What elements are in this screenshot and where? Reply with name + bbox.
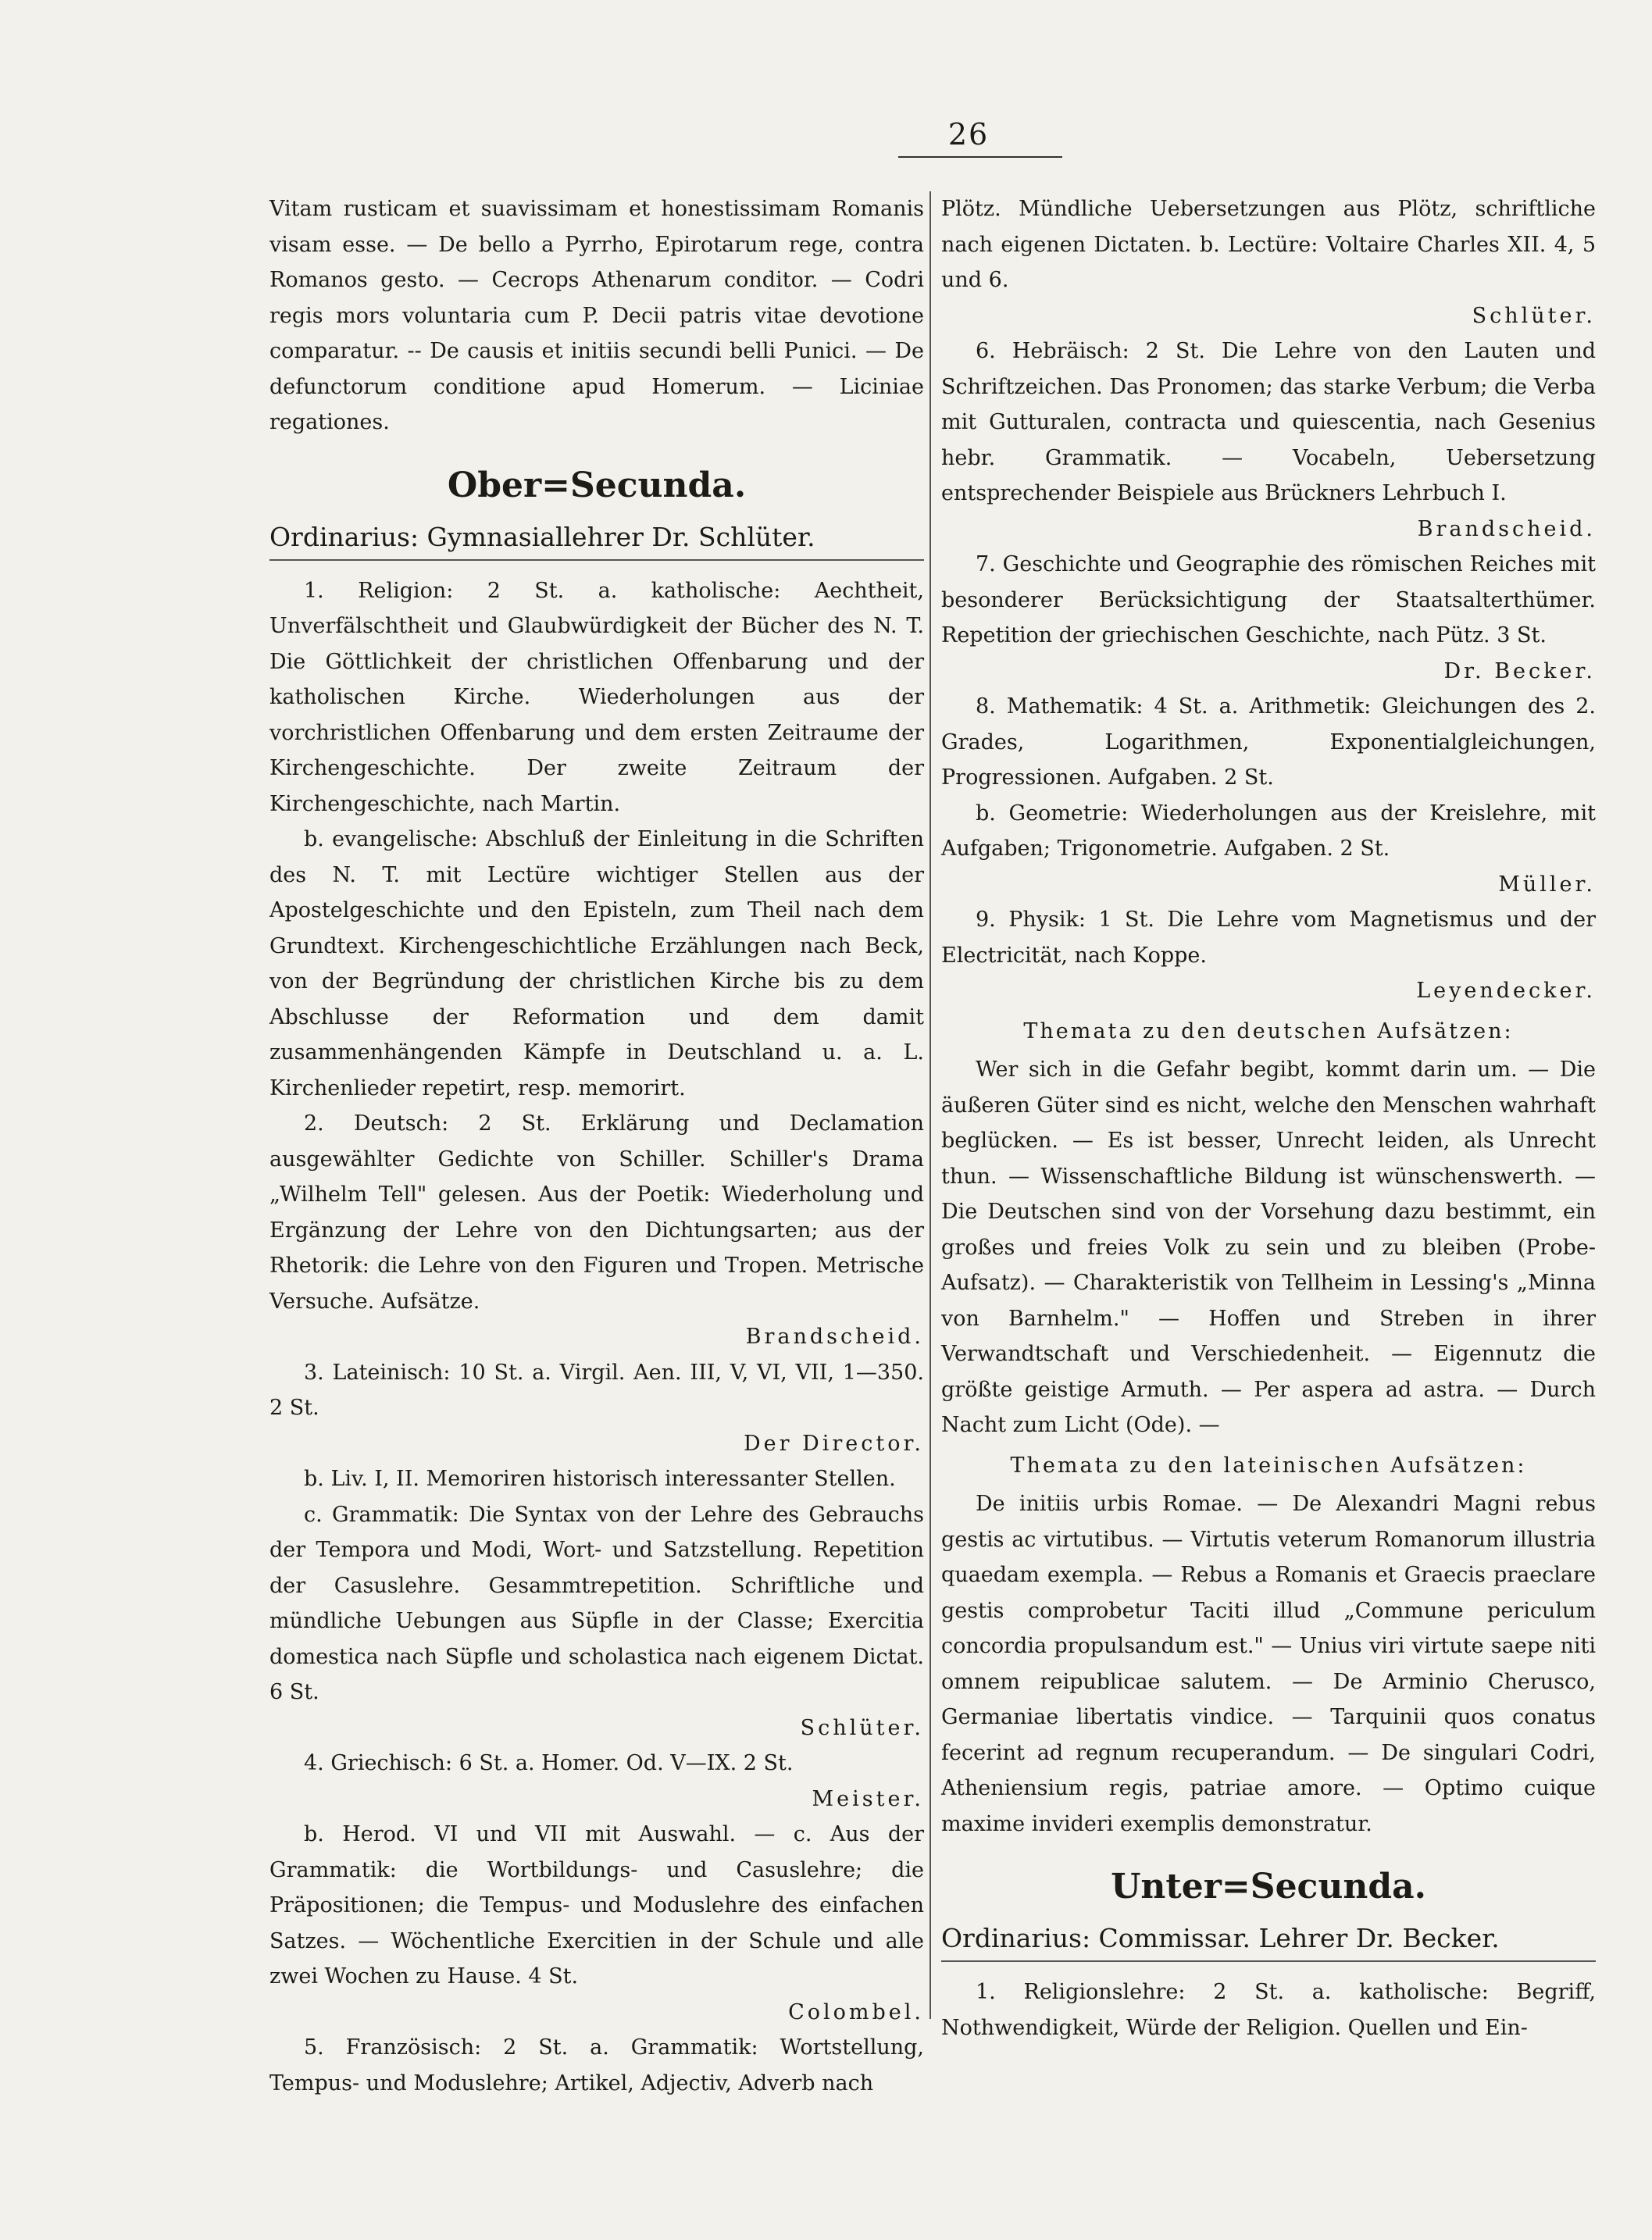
ordinarius-line-2: Ordinarius: Commissar. Lehrer Dr. Becker. (941, 1920, 1596, 1962)
signature-schlueter-2: Schlüter. (1472, 303, 1596, 328)
right-column (941, 191, 1596, 2046)
paragraph-religion-evangelisch: b. evangelische: Abschluß der Einleitung in die Schriften des N. T. mit Lectüre wichtiger Stellen aus der Apostelgeschichte und den Episteln, zum Theil nach dem Grundtext. Kirchengeschichtliche Erzählungen nach Beck, von der Begründung der christlichen Kirche bis zu dem Abschlusse der Reformation und dem damit zusammenhängenden Kämpfe in Deutschland u. a. L. Kirchenlieder repetirt, resp. memorirt. (269, 827, 924, 1100)
themata-latein-text: De initiis urbis Romae. — De Alexandri Magni rebus gestis ac virtutibus. — Virtutis veterum Romanorum illustria quaedam exempla. — Rebus a Romanis et Graecis praeclare gestis comprobetur Taciti illud „Commune periculum concordia propulsandum est." — Unius viri virtute saepe niti omnem reipublicae salutem. — De Arminio Cherusco, Germaniae libertatis vindice. — Tarquinii quos conatus fecerint ad regnum recuperandum. — De singulari Codri, Atheniensium regis, patriae amore. — Optimo cuique maxime invideri exemplis demonstratur. (941, 1492, 1596, 1836)
signature-meister: Meister. (812, 1786, 924, 1811)
paragraph-griechisch-a: 4. Griechisch: 6 St. a. Homer. Od. V—IX. 2 St. (304, 1751, 794, 1775)
paragraph-mathematik-a: 8. Mathematik: 4 St. a. Arithmetik: Gleichungen des 2. Grades, Logarithmen, Exponentialgleichungen, Progressionen. Aufgaben. 2 St. (941, 694, 1596, 790)
paragraph-lateinisch-c: c. Grammatik: Die Syntax von der Lehre des Gebrauchs der Tempora und Modi, Wort- und Satzstellung. Repetition der Casuslehre. Gesammtrepetition. Schriftliche und mündliche Uebungen aus Süpfle in der Classe; Exercitia domestica nach Süpfle und scholastica nach eigenem Dictat. 6 St. (269, 1502, 924, 1704)
signature-brandscheid: Brandscheid. (745, 1325, 924, 1349)
page-number: 26 (947, 117, 990, 152)
signature-mueller: Müller. (1498, 872, 1596, 897)
paragraph-mathematik-b: b. Geometrie: Wiederholungen aus der Kreislehre, mit Aufgaben; Trigonometrie. Aufgaben. 2 St. (941, 801, 1596, 861)
paragraph-franzoesisch: 5. Französisch: 2 St. a. Grammatik: Wortstellung, Tempus- und Moduslehre; Artikel, Adjectiv, Adverb nach (269, 2035, 924, 2096)
paragraph-lateinisch-b: b. Liv. I, II. Memoriren historisch interessanter Stellen. (304, 1467, 896, 1491)
header-rule (898, 156, 1062, 158)
signature-leyendecker: Leyendecker. (1416, 979, 1596, 1003)
latin-essay-topics: Vitam rusticam et suavissimam et honestissimam Romanis visam esse. — De bello a Pyrrho, Epirotarum rege, contra Romanos gesto. — Cecrops Athenarum conditor. — Codri regis mors voluntaria cum P. Decii patris vitae devotione comparatur. -- De causis et initiis secundi belli Punici. — De defunctorum conditione apud Homerum. — Liciniae regationes. (269, 197, 924, 434)
signature-colombel: Colombel. (788, 1999, 924, 2024)
themata-latein-heading: Themata zu den lateinischen Aufsätzen: (1010, 1453, 1527, 1478)
themata-deutsch-text: Wer sich in die Gefahr begibt, kommt darin um. — Die äußeren Güter sind es nicht, welche den Menschen wahrhaft beglücken. — Es ist besser, Unrecht leiden, als Unrecht thun. — Wissenschaftliche Bildung ist wünschenswerth. — Die Deutschen sind von der Vorsehung dazu bestimmt, ein großes und freies Volk zu sein und zu bleiben (Probe-Aufsatz). — Charakteristik von Tellheim in Lessing's „Minna von Barnhelm." — Hoffen und Streben in ihrer Verwandtschaft und Verschiedenheit. — Eigennutz die größte geistige Armuth. — Per aspera ad astra. — Durch Nacht zum Licht (Ode). — (941, 1058, 1596, 1437)
paragraph-franzoesisch-continued: Plötz. Mündliche Uebersetzungen aus Plötz, schriftliche nach eigenen Dictaten. b. Lectüre: Voltaire Charles XII. 4, 5 und 6. (941, 197, 1596, 292)
paragraph-geschichte: 7. Geschichte und Geographie des römischen Reiches mit besonderer Berücksichtigung der Staatsalterthümer. Repetition der griechischen Geschichte, nach Pütz. 3 St. (941, 552, 1596, 647)
paragraph-hebraeisch: 6. Hebräisch: 2 St. Die Lehre von den Lauten und Schriftzeichen. Das Pronomen; das starke Verbum; die Verba mit Gutturalen, contracta und quiescentia, nach Gesenius hebr. Grammatik. — Vocabeln, Uebersetzung entsprechender Beispiele aus Brückners Lehrbuch I. (941, 339, 1596, 505)
paragraph-religionslehre: 1. Religionslehre: 2 St. a. katholische: Begriff, Nothwendigkeit, Würde der Religion. Quellen und Ein- (941, 1980, 1596, 2040)
paragraph-lateinisch-a: 3. Lateinisch: 10 St. a. Virgil. Aen. III, V, VI, VII, 1—350. 2 St. (269, 1360, 924, 1420)
section-heading-ober-secunda: Ober=Secunda. (447, 465, 747, 505)
paragraph-religion-katholisch: 1. Religion: 2 St. a. katholische: Aechtheit, Unverfälschtheit und Glaubwürdigkeit der Bücher des N. T. Die Göttlichkeit der christlichen Offenbarung und der katholischen Kirche. Wiederholungen aus der vorchristlichen Offenbarung und dem ersten Zeitraume der Kirchengeschichte. Der zweite Zeitraum der Kirchengeschichte, nach Martin. (269, 578, 924, 816)
themata-deutsch-heading: Themata zu den deutschen Aufsätzen: (1023, 1018, 1514, 1043)
signature-director: Der Director. (743, 1431, 924, 1456)
paragraph-deutsch: 2. Deutsch: 2 St. Erklärung und Declamation ausgewählter Gedichte von Schiller. Schiller's Drama „Wilhelm Tell" gelesen. Aus der Poetik: Wiederholung und Ergänzung der Lehre von den Dichtungsarten; aus der Rhetorik: die Lehre von den Figuren und Tropen. Metrische Versuche. Aufsätze. (269, 1111, 924, 1314)
signature-schlueter: Schlüter. (800, 1715, 924, 1740)
paragraph-griechisch-b: b. Herod. VI und VII mit Auswahl. — c. Aus der Grammatik: die Wortbildungs- und Casuslehre; die Präpositionen; die Tempus- und Moduslehre des einfachen Satzes. — Wöchentliche Exercitien in der Schule und alle zwei Wochen zu Hause. 4 St. (269, 1822, 924, 1989)
section-heading-unter-secunda: Unter=Secunda. (1111, 1867, 1426, 1906)
signature-brandscheid-2: Brandscheid. (1417, 516, 1596, 541)
signature-becker: Dr. Becker. (1443, 658, 1596, 683)
column-divider (929, 191, 931, 2019)
ordinarius-line: Ordinarius: Gymnasiallehrer Dr. Schlüter. (269, 519, 924, 561)
paragraph-physik: 9. Physik: 1 St. Die Lehre vom Magnetismus und der Electricität, nach Koppe. (941, 908, 1596, 968)
left-column (269, 191, 924, 2101)
